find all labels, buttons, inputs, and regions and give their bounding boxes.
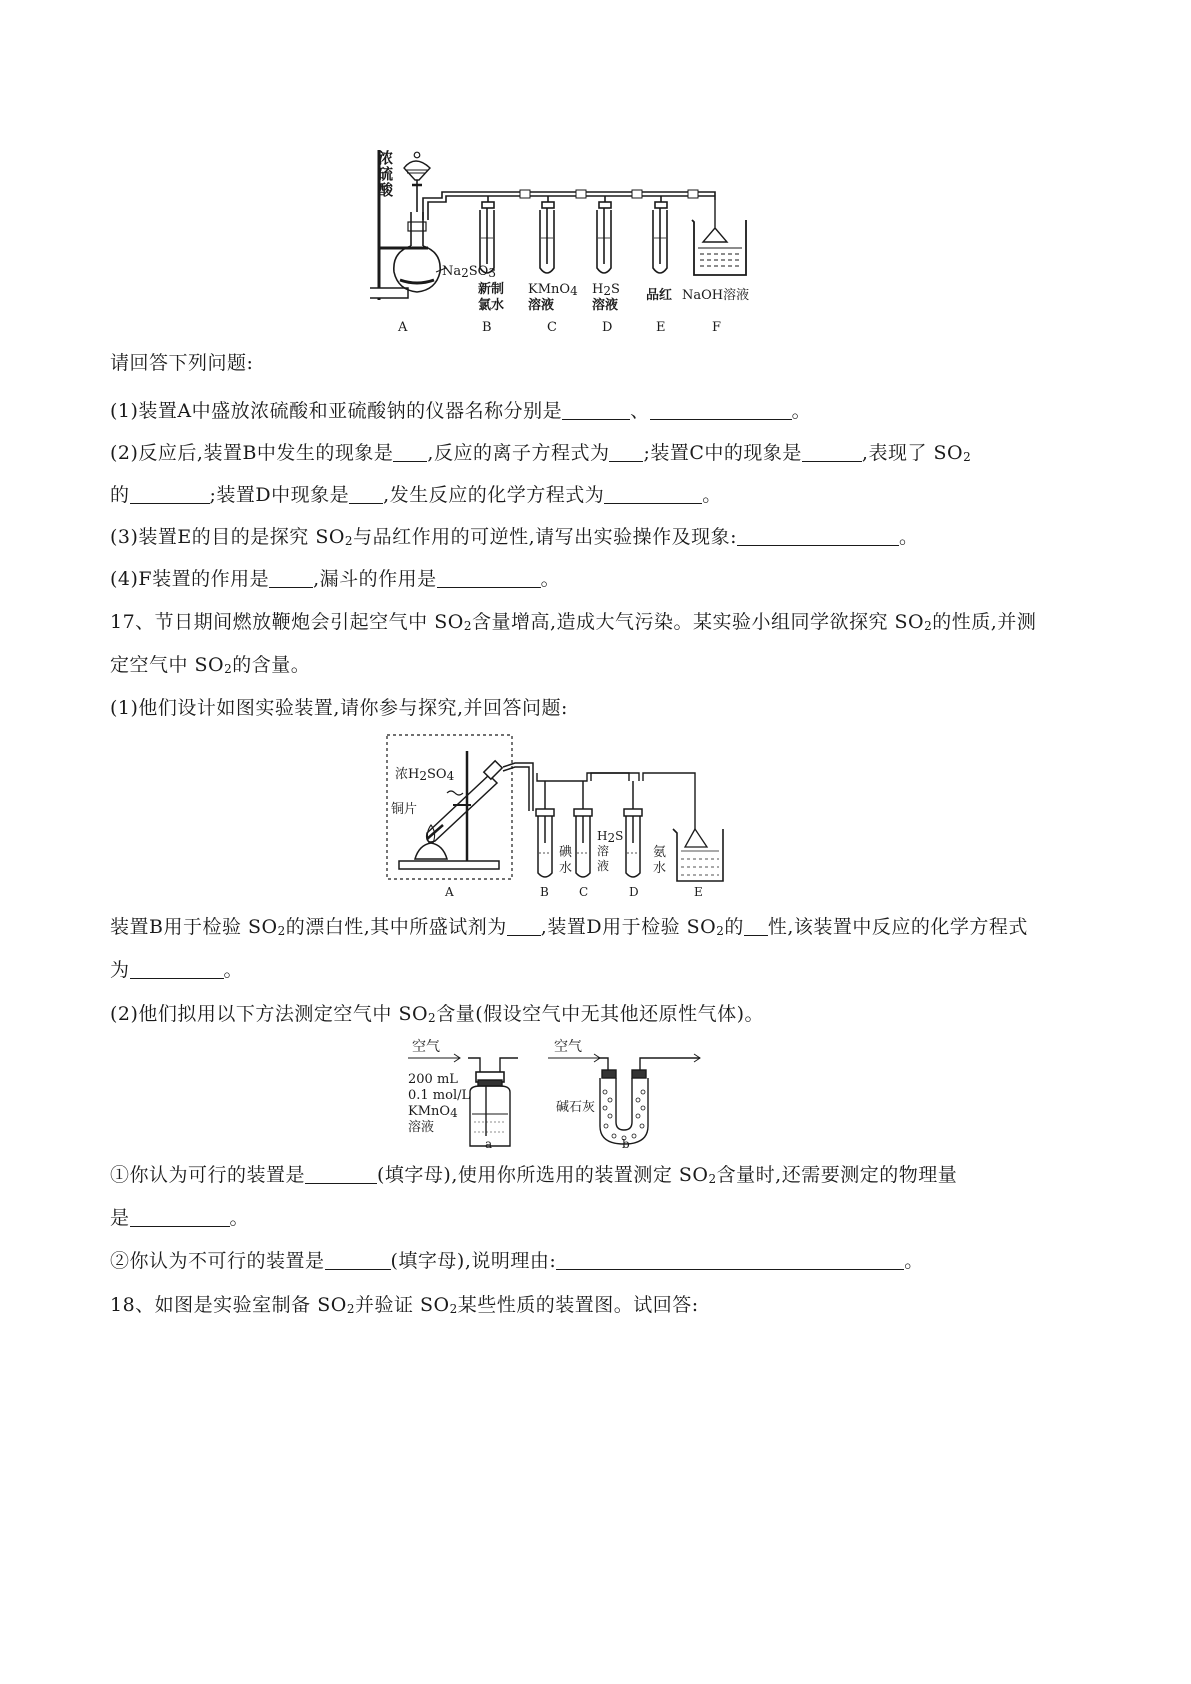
q17-sub1-line2: 是 。 (110, 1207, 250, 1229)
q17-sub1-line1: ①你认为可行的装置是 (填字母),使用你所选用的装置测定 $SO_2$含量时,还需要测定的物理量 (110, 1164, 958, 1186)
label-na2so3: $Na_2SO_3$ (442, 264, 496, 280)
answer-blank[interactable] (802, 442, 862, 462)
answer-blank[interactable] (744, 916, 768, 936)
answer-blank[interactable] (305, 1164, 377, 1184)
test-tube-c (540, 196, 554, 273)
q16-part2-line2: 的 ;装置D中现象是 ,发生反应的化学方程式为 。 (110, 484, 722, 506)
label-air-a: 空气 (412, 1039, 440, 1055)
q16-intro: 请回答下列问题: (110, 352, 254, 374)
letter-b: B (482, 320, 492, 335)
answer-blank[interactable] (130, 484, 210, 504)
answer-blank[interactable] (737, 526, 899, 546)
q16-part1: (1)装置A中盛放浓硫酸和亚硫酸钠的仪器名称分别是 、 。 (110, 400, 812, 422)
answer-blank[interactable] (269, 568, 313, 588)
letter-e: E (656, 320, 666, 335)
q17-stem-line2: 定空气中 $SO_2$的含量。 (110, 654, 311, 676)
test-tube-b (480, 196, 494, 273)
answer-blank[interactable] (650, 400, 792, 420)
letter-c2: C (579, 885, 589, 899)
answer-blank[interactable] (393, 442, 427, 462)
test-tube-d2 (624, 781, 642, 877)
q18-stem: 18、如图是实验室制备 $SO_2$并验证 $SO_2$某些性质的装置图。试回答: (110, 1294, 699, 1316)
alcohol-lamp (415, 843, 447, 859)
answer-blank[interactable] (609, 442, 643, 462)
label-conc-h2so4: 浓$H_2SO_4$ (395, 767, 455, 783)
test-tube-c2 (574, 781, 592, 877)
answer-blank[interactable] (556, 1250, 904, 1270)
letter-c: C (547, 320, 557, 335)
label-a: a (485, 1137, 493, 1151)
round-bottom-flask (394, 246, 440, 292)
label-iodine: 碘 水 (559, 845, 573, 876)
gas-washing-bottle (468, 1058, 518, 1146)
label-soda-lime: 碱石灰 (556, 1100, 596, 1115)
stand-base (370, 288, 408, 298)
label-copper: 铜片 (391, 802, 418, 817)
beaker-e (673, 829, 723, 881)
label-f-reagent: NaOH溶液 (682, 288, 750, 303)
answer-blank[interactable] (130, 1207, 230, 1227)
letter-d2: D (629, 885, 639, 899)
q16-part3: (3)装置E的目的是探究 $SO_2$与品红作用的可逆性,请写出实验操作及现象: 。 (110, 526, 919, 548)
label-reagent-a: 200 mL 0.1 mol/L KMnO$_4$ 溶液 (408, 1072, 471, 1135)
label-air-b: 空气 (554, 1039, 582, 1055)
u-tube-soda-lime (598, 1054, 700, 1144)
letter-a2: A (445, 885, 454, 899)
q17-part1-question-line1: 装置B用于检验 $SO_2$的漂白性,其中所盛试剂为 ,装置D用于检验 $SO_2$的 性,该装置中反应的化学方程式 (110, 916, 1028, 938)
letter-d: D (602, 320, 613, 335)
q17-part1: (1)他们设计如图实验装置,请你参与探究,并回答问题: (110, 697, 568, 719)
funnel (703, 200, 727, 242)
letter-f: F (712, 320, 722, 335)
answer-blank[interactable] (349, 484, 383, 504)
test-tube-e (653, 196, 667, 273)
figure-measurement-devices (400, 1036, 720, 1152)
answer-blank[interactable] (562, 400, 630, 420)
label-d-reagent: $H_2S$ 溶液 (592, 282, 620, 313)
label-c-reagent: KMnO$_4$ 溶液 (528, 282, 578, 313)
answer-blank[interactable] (604, 484, 702, 504)
figure-so2-apparatus (370, 140, 830, 355)
answer-blank[interactable] (507, 916, 541, 936)
label-b: b (622, 1137, 630, 1151)
q17-stem-line1: 17、节日期间燃放鞭炮会引起空气中 $SO_2$含量增高,造成大气污染。某实验小组同学欲探究 $SO_2$的性质,并测 (110, 611, 1037, 633)
label-e-reagent: 品红 (646, 288, 673, 303)
label-ammonia: 氨 水 (653, 845, 667, 876)
answer-blank[interactable] (325, 1250, 391, 1270)
answer-blank[interactable] (130, 959, 224, 979)
q17-part1-question-line2: 为 。 (110, 959, 244, 981)
q17-sub2: ②你认为不可行的装置是 (填字母),说明理由: 。 (110, 1250, 924, 1272)
letter-b2: B (540, 885, 549, 899)
letter-a: A (398, 320, 408, 335)
figure-copper-acid-apparatus (385, 733, 730, 903)
label-acid: 浓 硫 酸 (378, 149, 394, 199)
q16-part4: (4)F装置的作用是 ,漏斗的作用是 。 (110, 568, 561, 590)
letter-e2: E (694, 885, 703, 899)
answer-blank[interactable] (437, 568, 541, 588)
label-h2s: $H_2S$ 溶 液 (597, 829, 624, 873)
test-tube-d (597, 196, 611, 273)
label-b-reagent: 新制 氯水 (478, 282, 505, 313)
q16-part2-line1: (2)反应后,装置B中发生的现象是 ,反应的离子方程式为 ;装置C中的现象是 ,表现了 $SO_2$ (110, 442, 972, 464)
q17-part2: (2)他们拟用以下方法测定空气中 $SO_2$含量(假设空气中无其他还原性气体)。 (110, 1003, 765, 1025)
